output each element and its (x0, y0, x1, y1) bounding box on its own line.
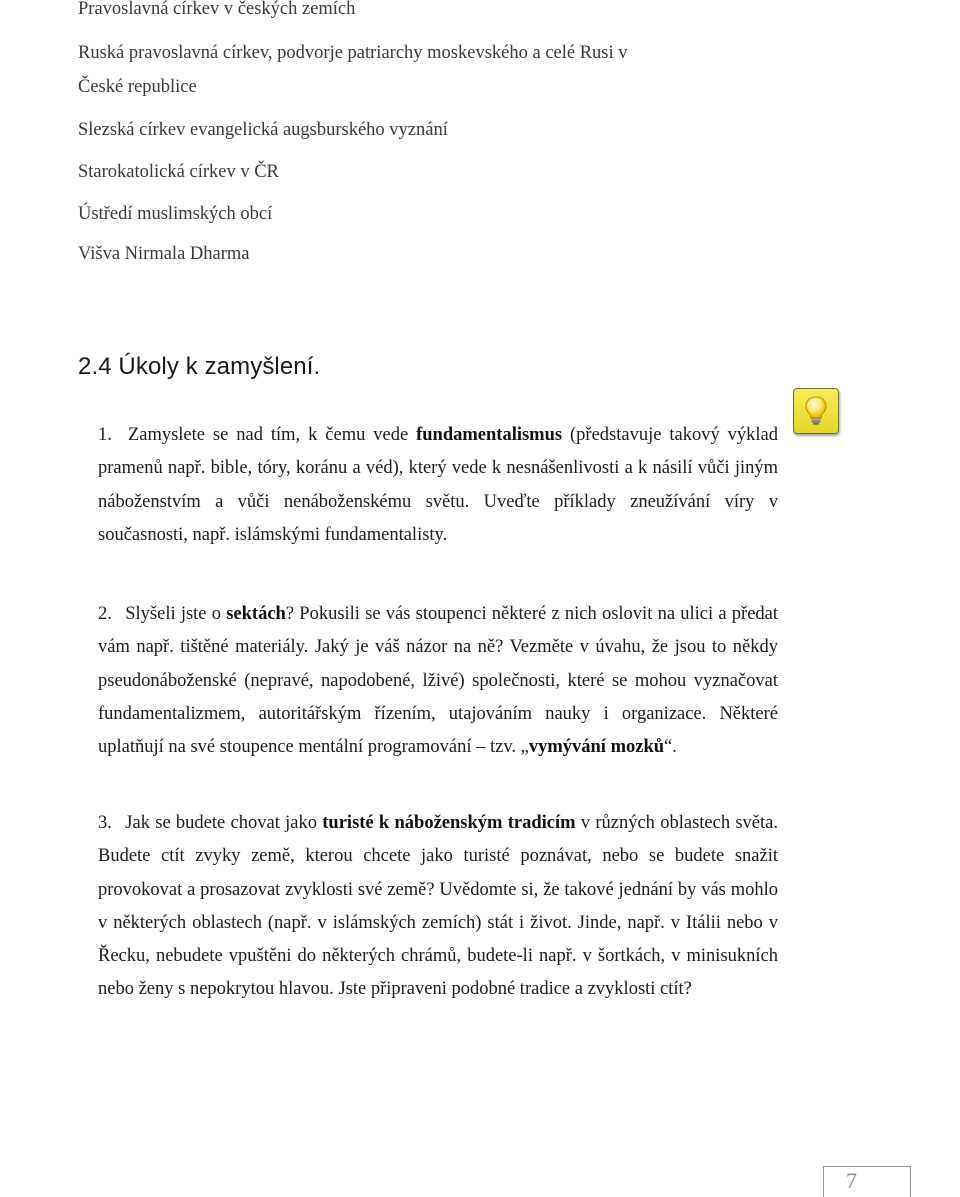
task-item-1 (98, 419, 778, 552)
task-keyword: turisté k náboženským tradicím (322, 813, 576, 833)
page-number: 7 (846, 1168, 857, 1193)
task-text: Jak se budete chovat jako (125, 813, 323, 833)
church-list-item: Ústředí muslimských obcí (78, 204, 273, 224)
task-number: 1. (98, 425, 112, 445)
task-item-2 (98, 598, 778, 764)
task-item-3 (98, 807, 778, 1007)
task-text: v různých oblastech světa. Budete ctít zvyky země, kterou chcete jako turisté poznávat, nebo se budete snažit provokovat a prosazovat zvyklosti své země? Uvědomte si, že takové jednání by vás mohlo v některých oblastech (např. v islámských zemích) stát i život. Jinde, např. v Itálii nebo v Řecku, nebudete vpuštěni do některých chrámů, budete-li např. v šortkách, v minisukních nebo ženy s nepokrytou hlavou. Jste připraveni podobné tradice a zvyklosti ctít? (98, 813, 778, 1000)
task-number: 3. (98, 813, 112, 833)
task-keyword: sektách (226, 604, 286, 624)
task-text: ? Pokusili se vás stoupenci některé z nich oslovit na ulici a předat vám např. tištěné materiály. Jaký je váš názor na ně? Vezměte v úvahu, že jsou to někdy pseudonáboženské (nepravé, napodobené, lživé) společnosti, které se mohou vyznačovat fundamentalizmem, autoritářským řízením, utajováním nauky i organizace. Některé uplatňují na své stoupence mentální programování – tzv. „ (98, 604, 779, 758)
task-keyword: fundamentalismus (416, 425, 563, 445)
task-text: Slyšeli jste o (125, 604, 227, 624)
church-list-item: České republice (78, 77, 197, 97)
task-text: “. (664, 737, 677, 758)
church-list-item: Višva Nirmala Dharma (78, 244, 250, 264)
task-text: Zamyslete se nad tím, k čemu vede (127, 425, 417, 445)
task-keyword: vymývání mozků (528, 737, 665, 758)
page-number-frame (823, 1166, 911, 1197)
church-list-item: Pravoslavná církev v českých zemích (78, 0, 356, 19)
church-list-item: Ruská pravoslavná církev, podvorje patriarchy moskevského a celé Rusi v (78, 43, 628, 63)
church-list-item: Slezská církev evangelická augsburského vyznání (78, 120, 448, 140)
lightbulb-icon (793, 388, 839, 434)
church-list-item: Starokatolická církev v ČR (78, 162, 279, 182)
task-text: (představuje takový výklad pramenů např. bible, tóry, koránu a véd), který vede k nesnášenlivosti a k násilí vůči jiným náboženstvím a vůči nenáboženskému světu. Uveďte příklady zneužívání víry v současnosti, např. islámskými fundamentalisty. (98, 425, 778, 545)
task-number: 2. (98, 604, 112, 624)
section-heading: 2.4 Úkoly k zamyšlení. (78, 353, 321, 380)
